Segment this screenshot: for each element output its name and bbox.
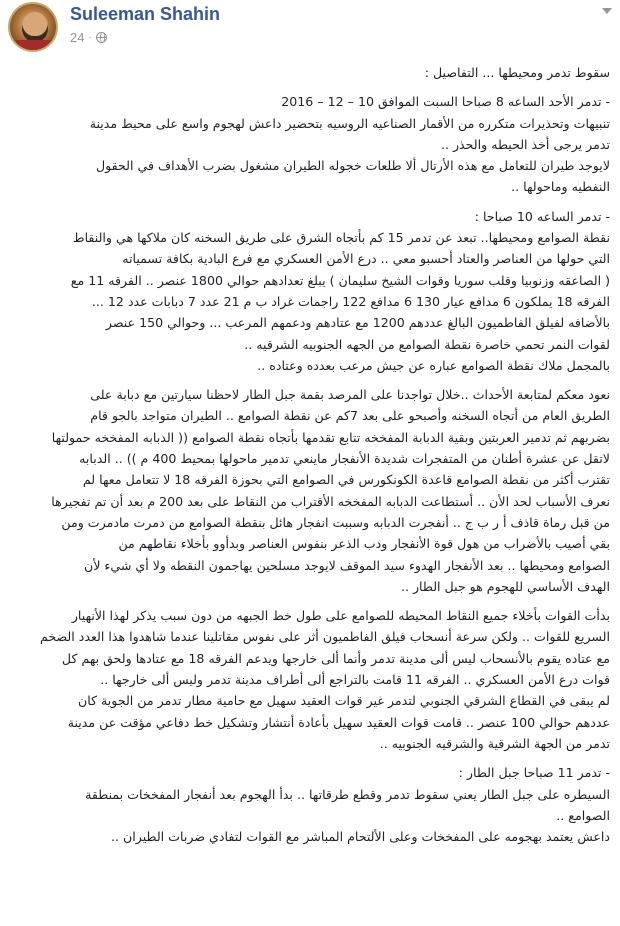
post-text-line: بالمجمل ملاك نقطة الصوامع عباره عن جيش مرعب بعدده وعتاده .. [257, 357, 610, 373]
meta-separator: · [88, 32, 92, 43]
chevron-down-icon[interactable] [602, 8, 612, 14]
post-text-line: عددهم حوالي 100 عنصر .. قامت قوات العقيد سهيل بأعادة أنتشار وتشكيل خط دفاعي مؤقت عن مدينة [67, 714, 610, 730]
post-text-line: التي حولها من العناصر والعتاد أحسبو معي .. درع الأمن العسكري مع فرع البادية بكافة تسمياته [122, 251, 610, 267]
post-meta [70, 30, 107, 45]
post-header [8, 2, 612, 58]
paragraph-gap [10, 83, 610, 91]
post-text-line: نقطة الصوامع ومحيطها.. تبعد عن تدمر 15 كم بأتجاه الشرق على طريق السخنه كان ملاكها هي والنقاط [72, 230, 610, 246]
post-text-line: - تدمر الساعه 10 صباحا : [474, 208, 610, 224]
post-text-line: الصوامع .. [556, 807, 610, 823]
post-text-line: لقوات النمر تحمي خاصرة نقطة الصوامع من الجهه الجنوبيه الشرقيه .. [244, 336, 610, 352]
post-text-line: تدمر يرجى أخذ الحيطه والحذر .. [440, 136, 610, 152]
post-text-line: لايوجد طيران للتعامل مع هذه الأرتال ألا طلعات خجوله الطيران مشغول بضرب الأهداف في الحقول [96, 158, 610, 174]
author-name[interactable]: Suleeman Shahin [70, 4, 221, 24]
paragraph-gap [10, 198, 610, 206]
globe-icon[interactable] [96, 32, 107, 43]
post-time[interactable]: 24 [70, 30, 85, 45]
post-text-line: الهدف الأساسي للهجوم هو جبل الطار .. [400, 578, 610, 594]
post-text-line: بالأضافه لفيلق الفاطميون البالغ عددهم 1200 مع عتادهم ودعمهم المرعب ... وحوالي 150 عنصر [105, 315, 610, 331]
post-text-line: الطريق العام من أتجاه السخنه وأصبحو على بعد 7كم عن نقطة الصوامع .. الطيران متواجد بالجو قام [90, 408, 610, 424]
post-text-line: النفطيه وماحولها .. [511, 179, 610, 195]
post-text-line: لاتقل عن عشرة أطنان من المتفجرات شديدة الأنفجار ماينعي تدمير ماحولها بمحيط 400 م )) .. الدبابه [79, 451, 610, 467]
post-text-line: الفرقه 18 يملكون 6 مدافع عيار 130 6 مدافع 122 راجمات غراد ب م 21 عدد 7 دبابات عدد 12 ... [91, 293, 610, 309]
post-body [10, 62, 610, 926]
post-text-line: مع عتاده يقوم بالأنسحاب ليس ألى مدينة تدمر وأنما ألى خارجها ويدعم الفرقه 18 مع عتادها ولحق بهم كل [61, 650, 610, 666]
post-text-line: ( الصاعقه وزنوبيا وقلب سوريا وقوات الشيخ سليمان ) يبلغ تعدادهم حوالي 1800 عنصر .. الفرقه 11 مع [70, 272, 610, 288]
post-text-line: السيطره على جبل الطار يعني سقوط تدمر وقطع طرقاتها .. بدأ الهجوم بعد أنفجار المفخخات بمنطقة [85, 786, 610, 802]
post-text-line: الصوامع ومحيطها .. بعد الأنفجار الهدوء سيد الموقف لايوجد مسلحين يهاجمون النقطه ولا أي شيء لأن [83, 557, 610, 573]
paragraph-gap [10, 597, 610, 605]
post-text-line: داعش يعتمد بهجومه على المفخخات وعلى الألتحام المباشر مع القوات لتفادي ضربات الطيران .. [111, 829, 610, 845]
post-text-line: - تدمر الأحد الساعه 8 صباحا السبت الموافق 10 – 12 – 2016 [281, 94, 610, 110]
paragraph-gap [10, 376, 610, 384]
post-text-line: تنبيهات وتحذيرات متكرره من الأقمار الصناعيه الروسيه بتحضير داعش لهجوم واسع على محيط مدينة [89, 115, 610, 131]
post-text-line: نعرف الأسباب لحد الأن .. أستطاعت الدبابه المفخخه الأقتراب من النقاط على بعد 200 م بعد أن تم تفجيرها [51, 493, 610, 509]
post-text-line: بضربهم ثم تدمير العربتين وبقية الدبابة المفخخه تتابع تقدمها بأتجاه نقطة الصوامع (( الدبابه المفخخه حمولتها [51, 429, 610, 445]
post-text-line: سقوط تدمر ومحيطها ... التفاصيل : [424, 65, 610, 80]
post-text-line: - تدمر 11 صباحا جبل الطار : [458, 765, 610, 781]
post-text-line: بقي أصيب بالأضراب من هول قوة الأنفجار ودب الذعر بنفوس العناصر وبدأوو بأخلاء نقاطهم من [118, 536, 610, 552]
post-text-line: قوات درع الأمن العسكري .. الفرقه 11 قامت بالتراجع ألى أطراف مدينة تدمر وليس ألى خارجها .. [100, 672, 610, 688]
post-text-line: لم يبقى في القطاع الشرقي الجنوبي لتدمر غير قوات العقيد سهيل مع حامية مطار تدمر من الجوية كان [77, 693, 610, 709]
avatar-band [10, 40, 56, 50]
post-text-line: نعود معكم لمتابعة الأحداث ..خلال تواجدنا على المرصد بقمة جبل الطار لاحظنا سيارتين مع دبابة على [90, 387, 610, 403]
paragraph-gap [10, 754, 610, 762]
post-text-line: تقترب أكثر من نقطة الصوامع قاعدة الكونكورس في الصوامع التي بحوزة الفرقه 18 لا تتعامل معها لم [82, 472, 610, 488]
post-text-line: تدمر من الجهة الشرقية والشرقيه الجنوبيه .. [379, 735, 610, 751]
avatar-face [22, 12, 48, 42]
post-text-line: من قبل رماة قاذف أ ر ب ج .. أنفجرت الدبابه وسببت انفجار هائل بنقطة الصوامع من دمرت مادمرت ومن [61, 514, 610, 530]
post-text-line: بدأت القوات بأخلاء جميع النقاط المحيطه للصوامع على طول خط الجبهه من دون سبب يذكر لهذا الأنهيار [71, 608, 610, 624]
author-avatar[interactable] [8, 2, 58, 52]
post-text-line: السريع للقوات .. ولكن سرعة أنسحاب فيلق الفاطميون أثر على نفوس مقاتلينا عندما شاهدوا هذا العدد الضخم [39, 629, 610, 645]
